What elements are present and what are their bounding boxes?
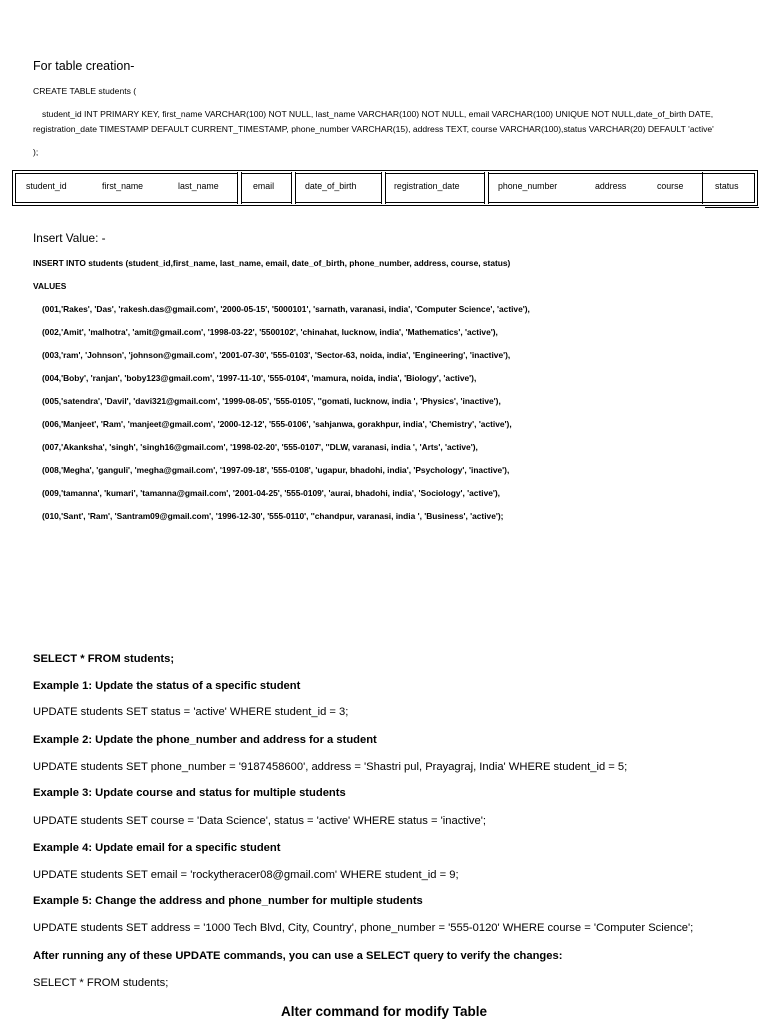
insert-row: (001,'Rakes', 'Das', 'rakesh.das@gmail.com', '2000-05-15', '5000101', 'sarnath, varanasi, india', 'Computer Science', 'active'), — [42, 304, 530, 314]
table-creation-heading: For table creation- — [33, 59, 135, 73]
table-divider — [237, 172, 242, 204]
example-4-heading: Example 4: Update email for a specific student — [33, 842, 281, 854]
example-4-sql: UPDATE students SET email = 'rockytheracer08@gmail.com' WHERE student_id = 9; — [33, 869, 459, 881]
table-divider — [291, 172, 296, 204]
insert-into-line: INSERT INTO students (student_id,first_name, last_name, email, date_of_birth, phone_number, address, course, status) — [33, 258, 511, 268]
insert-row: (005,'satendra', 'Davil', 'davi321@gmail.com', '1999-08-05', '555-0105', ''gomati, lucknow, india ', 'Physics', 'inactive'), — [42, 396, 501, 406]
table-divider — [702, 172, 703, 204]
column-header-address: address — [595, 181, 627, 191]
values-label: VALUES — [33, 281, 67, 291]
insert-row: (007,'Akanksha', 'singh', 'singh16@gmail.com', '1998-02-20', '555-0107', ''DLW, varanasi, india ', 'Arts', 'active'), — [42, 442, 478, 452]
column-header-first-name: first_name — [102, 181, 144, 191]
select-all-query-again: SELECT * FROM students; — [33, 977, 169, 989]
insert-row: (009,'tamanna', 'kumari', 'tamanna@gmail.com', '2001-04-25', '555-0109', 'aurai, bhadohi, india', 'Sociology', 'active'), — [42, 488, 501, 498]
students-columns-table-inner — [15, 173, 755, 203]
insert-row: (002,'Amit', 'malhotra', 'amit@gmail.com', '1998-03-22', '5500102', 'chinahat, lucknow, india', 'Mathematics', 'active'), — [42, 327, 498, 337]
create-table-columns-line-2: registration_date TIMESTAMP DEFAULT CURRENT_TIMESTAMP, phone_number VARCHAR(15), address TEXT, course VARCHAR(100),status VARCHAR(20) DEFAULT 'active' — [33, 124, 714, 134]
column-header-date-of-birth: date_of_birth — [305, 181, 357, 191]
example-5-heading: Example 5: Change the address and phone_number for multiple students — [33, 895, 423, 907]
example-3-heading: Example 3: Update course and status for multiple students — [33, 787, 346, 799]
status-cell-underline — [705, 207, 759, 208]
create-table-close: ); — [33, 147, 39, 157]
insert-row: (006,'Manjeet', 'Ram', 'manjeet@gmail.com', '2000-12-12', '555-0106', 'sahjanwa, gorakhpur, india', 'Chemistry', 'active'), — [42, 419, 512, 429]
insert-row: (003,'ram', 'Johnson', 'johnson@gmail.com', '2001-07-30', '555-0103', 'Sector-63, noida, india', 'Engineering', 'inactive'), — [42, 350, 511, 360]
insert-row: (010,'Sant', 'Ram', 'Santram09@gmail.com', '1996-12-30', '555-0110', ''chandpur, varanasi, india ', 'Business', 'active'); — [42, 511, 504, 521]
example-1-sql: UPDATE students SET status = 'active' WHERE student_id = 3; — [33, 706, 349, 718]
create-table-columns-line-1: student_id INT PRIMARY KEY, first_name VARCHAR(100) NOT NULL, last_name VARCHAR(100) NOT NULL, email VARCHAR(100) UNIQUE NOT NULL,date_of_birth DATE, — [42, 109, 714, 119]
insert-heading: Insert Value: - — [33, 231, 106, 245]
column-header-phone-number: phone_number — [498, 181, 558, 191]
alter-section-title: Alter command for modify Table — [280, 1004, 488, 1019]
example-2-heading: Example 2: Update the phone_number and address for a student — [33, 734, 377, 746]
table-divider — [381, 172, 386, 204]
column-header-student-id: student_id — [26, 181, 67, 191]
example-1-heading: Example 1: Update the status of a specific student — [33, 680, 301, 692]
insert-row: (004,'Boby', 'ranjan', 'boby123@gmail.com', '1997-11-10', '555-0104', 'mamura, noida, india', 'Biology', 'active'), — [42, 373, 477, 383]
column-header-status: status — [715, 181, 739, 191]
column-header-course: course — [657, 181, 684, 191]
column-header-email: email — [253, 181, 275, 191]
column-header-registration-date: registration_date — [394, 181, 460, 191]
verify-note: After running any of these UPDATE commands, you can use a SELECT query to verify the changes: — [33, 950, 563, 962]
table-divider — [484, 172, 489, 204]
example-5-sql: UPDATE students SET address = '1000 Tech Blvd, City, Country', phone_number = '555-0120' WHERE course = 'Computer Science'; — [33, 922, 694, 934]
insert-row: (008,'Megha', 'ganguli', 'megha@gmail.com', '1997-09-18', '555-0108', 'ugapur, bhadohi, india', 'Psychology', 'inactive'), — [42, 465, 510, 475]
select-all-query: SELECT * FROM students; — [33, 653, 175, 665]
create-table-line: CREATE TABLE students ( — [33, 86, 137, 96]
column-header-last-name: last_name — [178, 181, 219, 191]
students-columns-table — [12, 170, 758, 206]
example-2-sql: UPDATE students SET phone_number = '9187458600', address = 'Shastri pul, Prayagraj, India' WHERE student_id = 5; — [33, 761, 628, 773]
example-3-sql: UPDATE students SET course = 'Data Science', status = 'active' WHERE status = 'inactive'; — [33, 815, 486, 827]
